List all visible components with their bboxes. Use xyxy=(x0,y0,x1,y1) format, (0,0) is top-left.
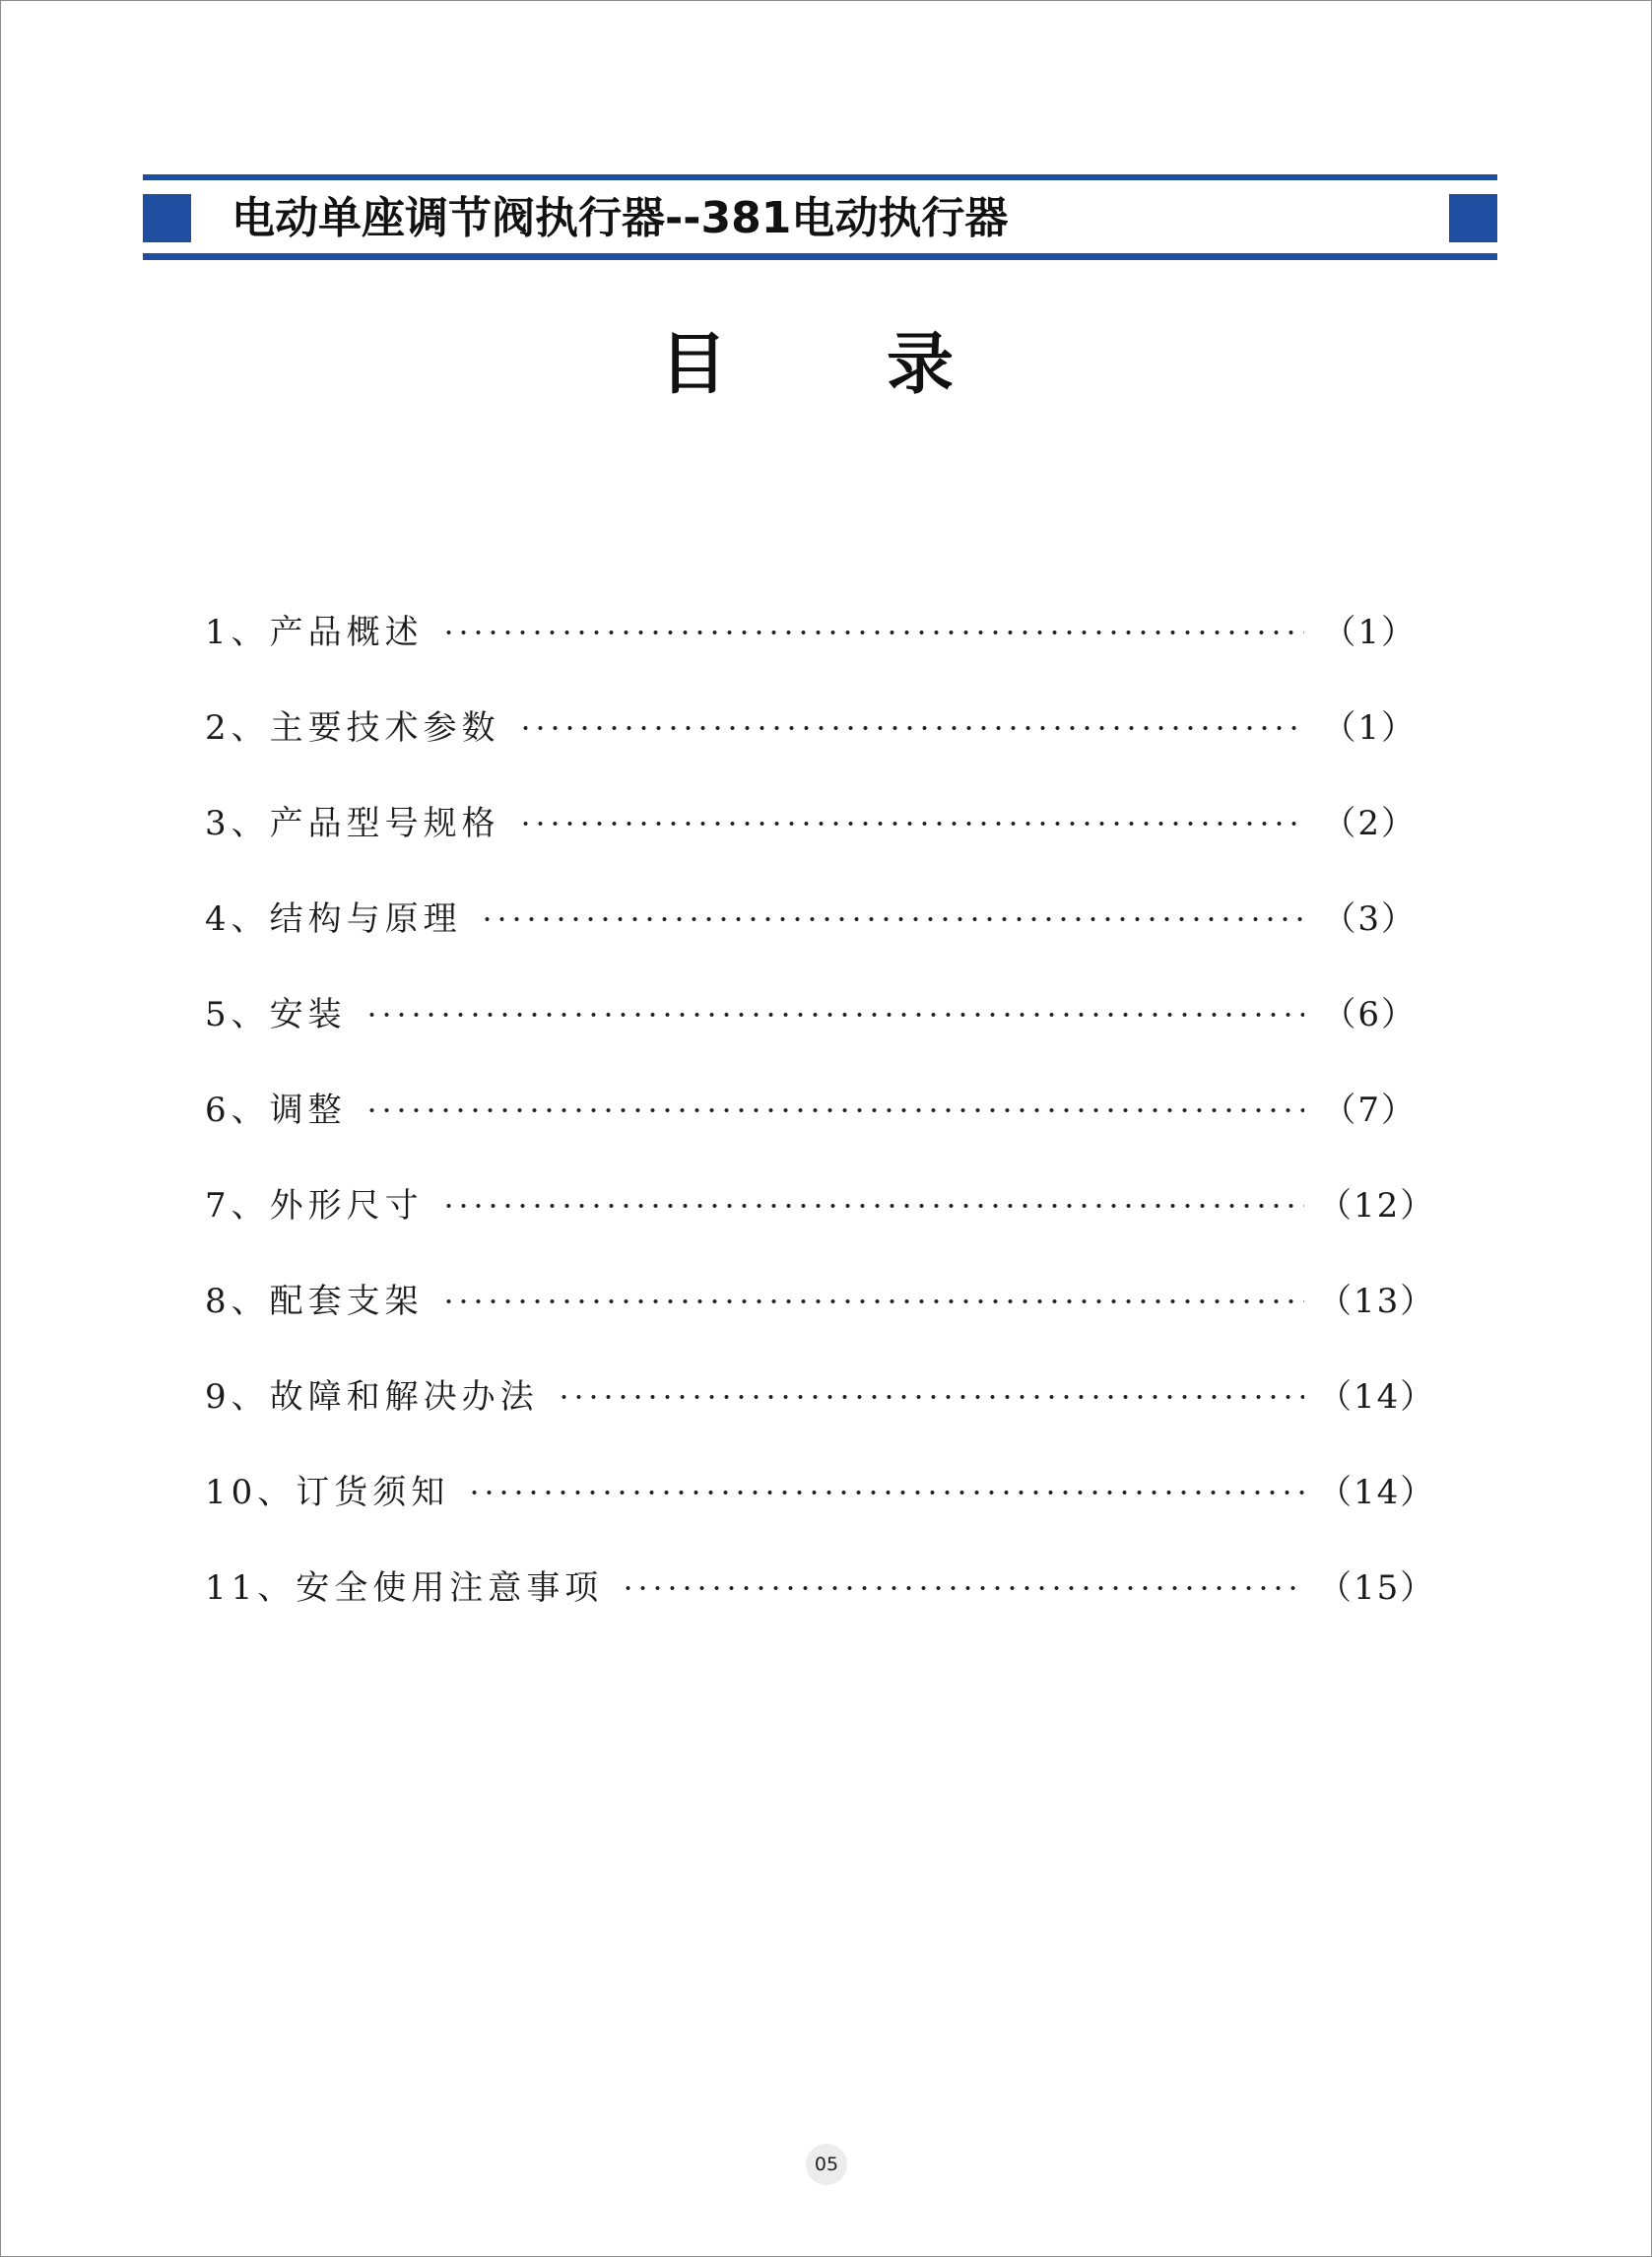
toc-entry[interactable] xyxy=(205,1537,1436,1632)
toc-entry-page: （12） xyxy=(1318,1186,1436,1226)
toc-dot-leader xyxy=(518,724,1304,732)
toc-dot-leader xyxy=(621,1584,1304,1592)
toc-entry[interactable] xyxy=(205,963,1417,1059)
toc-entry[interactable] xyxy=(205,677,1417,772)
table-of-contents xyxy=(205,581,1436,1632)
toc-entry[interactable] xyxy=(205,581,1417,677)
toc-entry[interactable] xyxy=(205,772,1417,868)
toc-dot-leader xyxy=(480,915,1304,923)
toc-dot-leader xyxy=(364,1011,1304,1019)
toc-entry-label: 5、安装 xyxy=(205,995,347,1034)
toc-entry-page: （14） xyxy=(1318,1473,1436,1512)
toc-entry-page: （6） xyxy=(1322,995,1417,1034)
toc-dot-leader xyxy=(441,629,1304,636)
toc-entry-label: 9、故障和解决办法 xyxy=(205,1377,539,1417)
toc-entry-page: （7） xyxy=(1322,1091,1417,1130)
toc-entry[interactable] xyxy=(205,1250,1436,1346)
toc-entry-label: 10、订货须知 xyxy=(205,1473,450,1512)
toc-entry[interactable] xyxy=(205,1059,1417,1155)
header-right-square xyxy=(1449,194,1497,242)
toc-dot-leader xyxy=(557,1393,1304,1401)
toc-heading-char-1: 目 xyxy=(660,325,728,404)
toc-entry-label: 1、产品概述 xyxy=(205,613,424,652)
document-title: 电动单座调节阀执行器--381电动执行器 xyxy=(231,193,1009,243)
toc-entry-label: 2、主要技术参数 xyxy=(205,708,500,748)
toc-heading xyxy=(630,320,965,409)
toc-entry-label: 7、外形尺寸 xyxy=(205,1186,424,1226)
toc-dot-leader xyxy=(467,1489,1304,1496)
toc-entry[interactable] xyxy=(205,1155,1436,1250)
toc-entry[interactable] xyxy=(205,1346,1436,1441)
toc-entry-page: （13） xyxy=(1318,1282,1436,1321)
toc-entry-page: （14） xyxy=(1318,1377,1436,1417)
toc-entry-page: （3） xyxy=(1322,899,1417,939)
header-bottom-rule xyxy=(143,253,1497,260)
toc-entry[interactable] xyxy=(205,1441,1436,1537)
toc-dot-leader xyxy=(441,1202,1304,1210)
toc-entry-label: 6、调整 xyxy=(205,1091,347,1130)
toc-entry-page: （1） xyxy=(1322,613,1417,652)
document-header xyxy=(143,174,1497,261)
toc-entry-label: 8、配套支架 xyxy=(205,1282,424,1321)
toc-entry-label: 4、结构与原理 xyxy=(205,899,462,939)
toc-dot-leader xyxy=(441,1297,1304,1305)
toc-entry-page: （15） xyxy=(1318,1568,1436,1608)
toc-entry-label: 11、安全使用注意事项 xyxy=(205,1568,604,1608)
toc-entry-page: （1） xyxy=(1322,708,1417,748)
header-top-rule xyxy=(143,174,1497,180)
toc-heading-char-2: 录 xyxy=(887,325,955,404)
toc-entry-label: 3、产品型号规格 xyxy=(205,804,500,843)
header-left-square xyxy=(143,194,191,242)
toc-entry[interactable] xyxy=(205,868,1417,963)
toc-dot-leader xyxy=(364,1106,1304,1114)
toc-dot-leader xyxy=(518,820,1304,828)
page-number: 05 xyxy=(806,2144,847,2185)
toc-entry-page: （2） xyxy=(1322,804,1417,843)
